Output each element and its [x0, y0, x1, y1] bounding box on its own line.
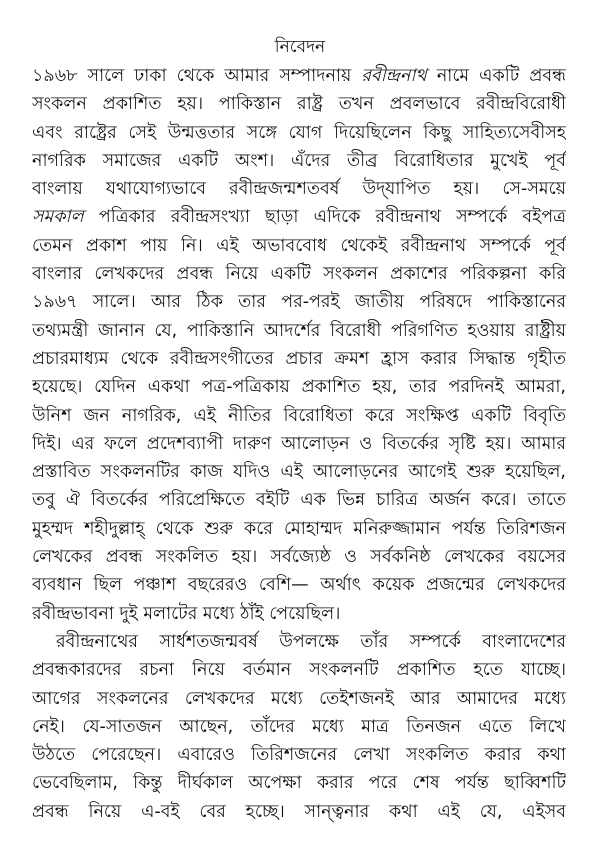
text-line: রবীন্দ্রনাথের সার্ধশতজন্মবর্ষ উপলক্ষে তাঁর সম্পর্কে বাংলাদেশের: [56, 631, 566, 652]
italic-title: রবীন্দ্রনাথ: [361, 66, 427, 86]
text-segment: পত্রিকার রবীন্দ্রসংখ্যা ছাড়া এদিকে রবীন্দ্রনাথ সম্পর্কে বইপত্র: [83, 207, 566, 228]
text-line: প্রস্তাবিত সংকলনটির কাজ যদিও এই আলোড়নের আগেই শুরু হয়েছিল,: [32, 462, 566, 483]
text-line: নেই। যে-সাতজন আছেন, তাঁদের মধ্যে মাত্র তিনজন এতে লিখে: [32, 716, 566, 737]
text-line: ব্যবধান ছিল পঞ্চাশ বছরেরও বেশি— অর্থাৎ কয়েক প্রজন্মের লেখকদের: [32, 575, 566, 596]
text-line: প্রবন্ধ নিয়ে এ-বই বের হচ্ছে। সান্ত্বনার কথা এই যে, এইসব: [32, 801, 566, 822]
body-text: [32, 62, 566, 826]
text-line: ভেবেছিলাম, কিন্তু দীর্ঘকাল অপেক্ষা করার পরে শেষ পর্যন্ত ছাব্বিশটি: [32, 773, 566, 794]
text-line: সংকলন প্রকাশিত হয়। পাকিস্তান রাষ্ট্র তখন প্রবলভাবে রবীন্দ্রবিরোধী: [32, 94, 566, 115]
text-line: তবু ঐ বিতর্কের পরিপ্রেক্ষিতে বইটি এক ভিন্ন চারিত্র অর্জন করে। তাতে: [32, 490, 566, 511]
page-title: নিবেদন: [274, 37, 326, 57]
text-line: রবীন্দ্রভাবনা দুই মলাটের মধ্যে ঠাঁই পেয়েছিল।: [32, 603, 341, 624]
text-line: [32, 62, 566, 90]
text-line: লেখকের প্রবন্ধ সংকলিত হয়। সর্বজ্যেষ্ঠ ও সর্বকনিষ্ঠ লেখকের বয়সের: [32, 547, 566, 568]
italic-title: সমকাল: [32, 207, 84, 228]
text-line: দিই। এর ফলে প্রদেশব্যাপী দারুণ আলোড়ন ও বিতর্কের সৃষ্টি হয়। আমার: [32, 433, 566, 454]
text-line: হয়েছে। যেদিন একথা পত্র-পত্রিকায় প্রকাশিত হয়, তার পরদিনই আমরা,: [32, 377, 566, 398]
text-segment: নামে একটি প্রবন্ধ: [426, 66, 566, 86]
text-line: উনিশ জন নাগরিক, এই নীতির বিরোধিতা করে সংক্ষিপ্ত একটি বিবৃতি: [32, 405, 566, 426]
text-line: উঠতে পেরেছেন। এবারেও তিরিশজনের লেখা সংকলিত করার কথা: [32, 745, 566, 766]
text-line: প্রবন্ধকারদের রচনা নিয়ে বর্তমান সংকলনটি প্রকাশিত হতে যাচ্ছে।: [32, 660, 566, 681]
text-line: বাংলায় যথাযোগ্যভাবে রবীন্দ্রজন্মশতবর্ষ উদ্‌যাপিত হয়। সে-সময়ে: [32, 179, 566, 200]
text-line: বাংলার লেখকদের প্রবন্ধ নিয়ে একটি সংকলন প্রকাশের পরিকল্পনা করি: [32, 264, 566, 285]
text-line: আগের সংকলনের লেখকদের মধ্যে তেইশজনই আর আমাদের মধ্যে: [32, 688, 566, 709]
text-line: তথ্যমন্ত্রী জানান যে, পাকিস্তানি আদর্শের বিরোধী পরিগণিত হওয়ায় রাষ্ট্রীয়: [32, 320, 566, 341]
text-line: নাগরিক সমাজের একটি অংশ। এঁদের তীব্র বিরোধিতার মুখেই পূর্ব: [32, 150, 566, 171]
text-line: [32, 203, 566, 231]
text-segment: ১৯৬৮ সালে ঢাকা থেকে আমার সম্পাদনায়: [32, 66, 362, 86]
text-line: ১৯৬৭ সালে। আর ঠিক তার পর-পরই জাতীয় পরিষদে পাকিস্তানের: [32, 292, 566, 313]
text-line: মুহম্মদ শহীদুল্লাহ্‌ থেকে শুরু করে মোহাম্মদ মনিরুজ্জামান পর্যন্ত তিরিশজন: [32, 518, 566, 539]
text-line: প্রচারমাধ্যম থেকে রবীন্দ্রসংগীতের প্রচার ক্রমশ হ্রাস করার সিদ্ধান্ত গৃহীত: [32, 348, 566, 369]
text-line: এবং রাষ্ট্রের সেই উন্মত্ততার সঙ্গে যোগ দিয়েছিলেন কিছু সাহিত্যসেবীসহ: [32, 122, 566, 143]
text-line: তেমন প্রকাশ পায় নি। এই অভাববোধ থেকেই রবীন্দ্রনাথ সম্পর্কে পূর্ব: [32, 235, 566, 256]
